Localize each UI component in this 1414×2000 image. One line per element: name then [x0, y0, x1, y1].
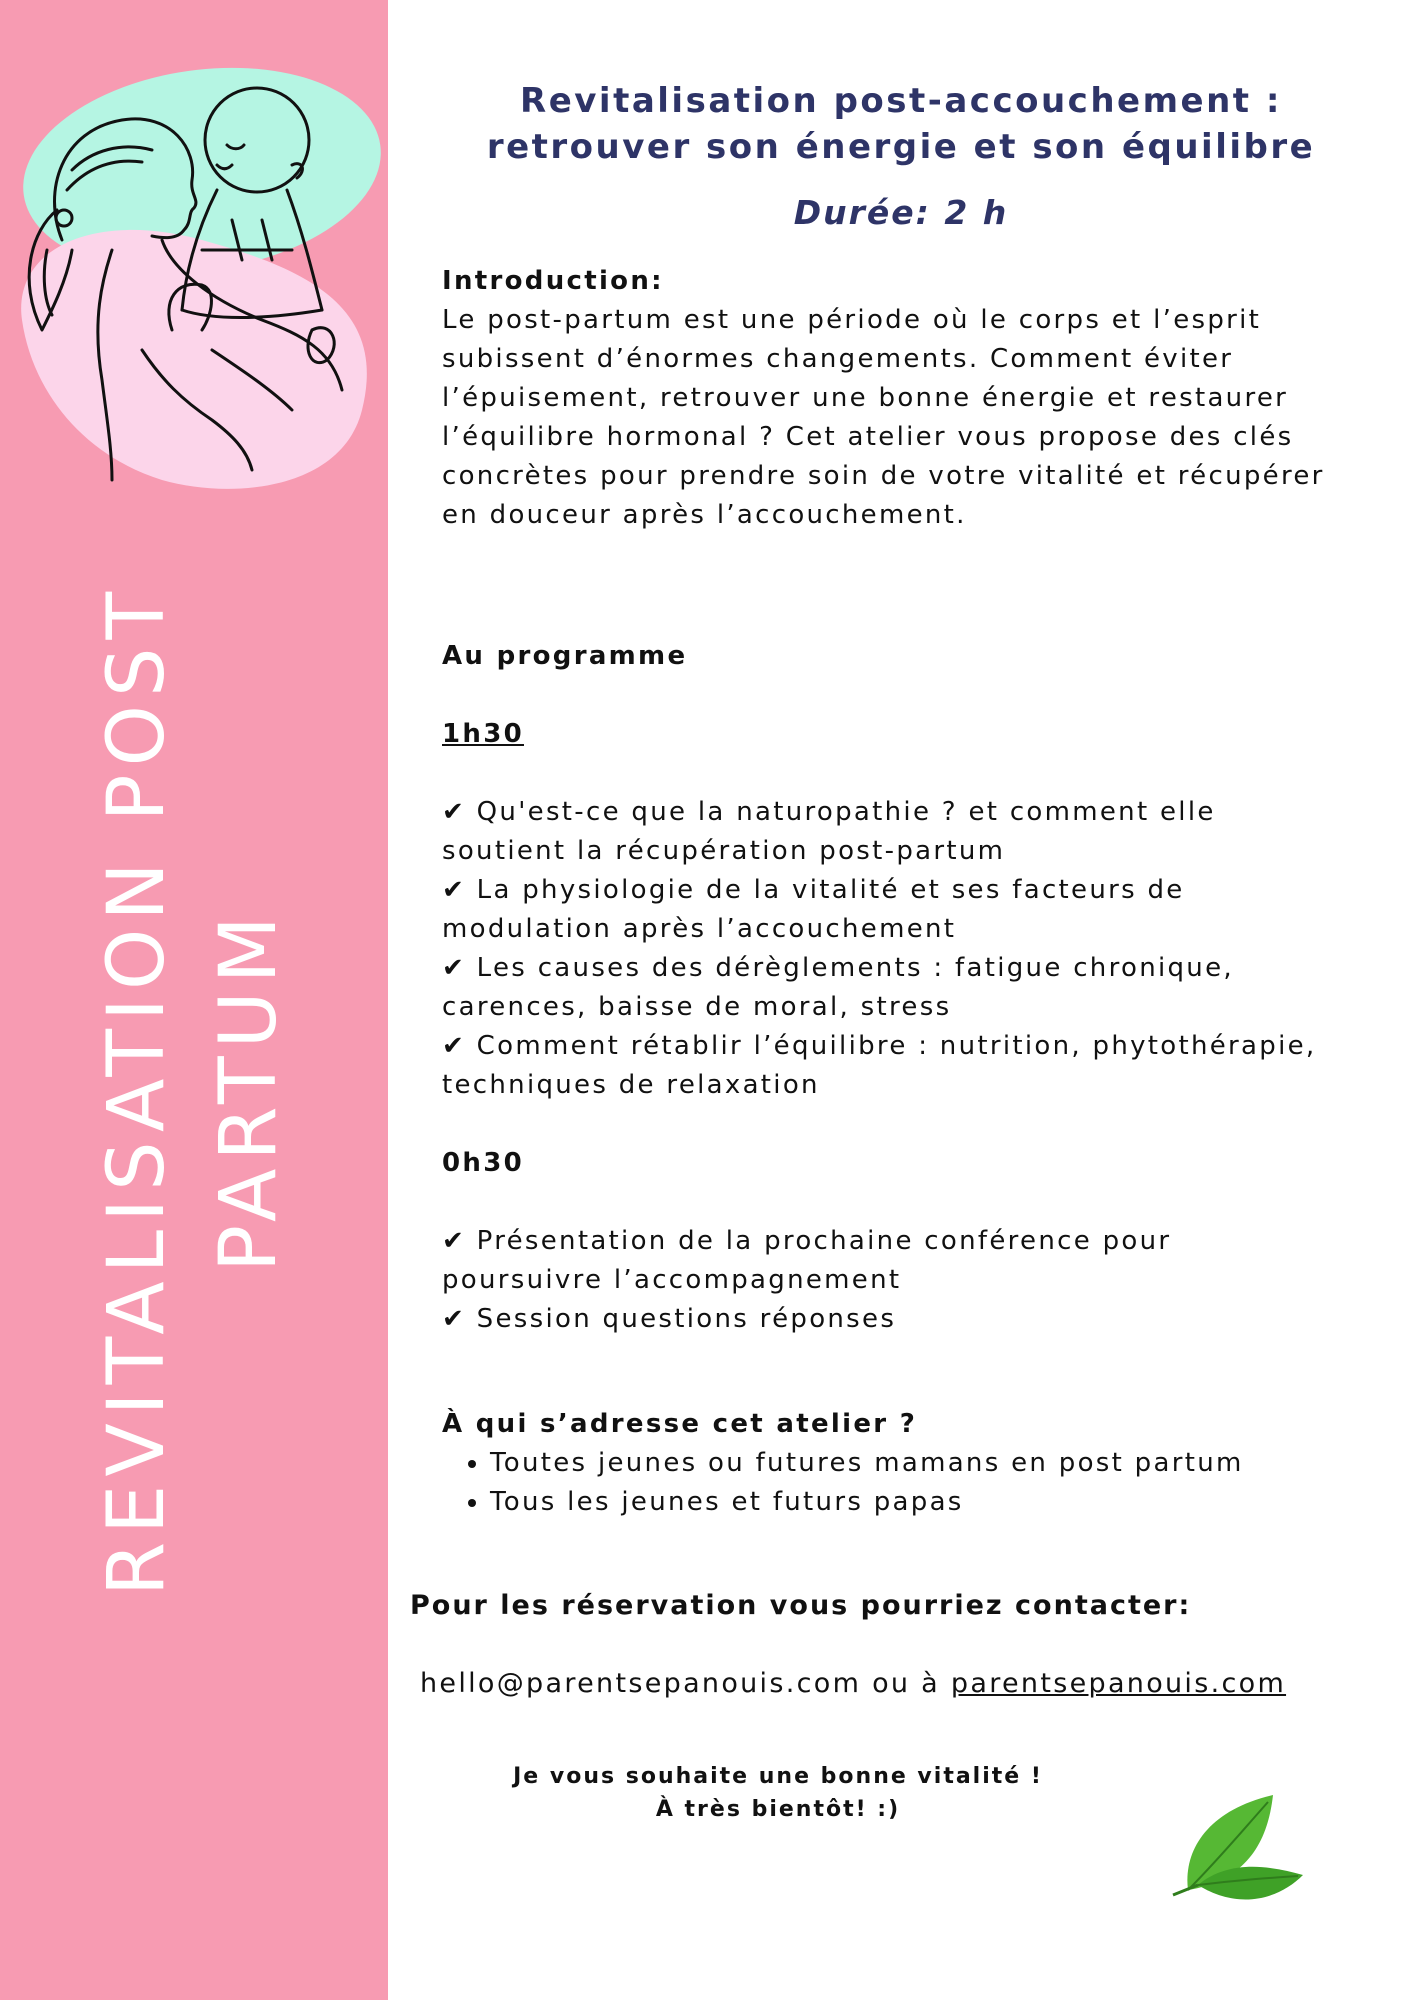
- check-icon: ✔: [442, 953, 467, 983]
- program-item: ✔ Présentation de la prochaine conférence pour poursuivre l’accompagnement: [442, 1226, 1172, 1295]
- check-icon: ✔: [442, 1304, 467, 1334]
- vertical-title-line1: REVITALISATION POST: [92, 583, 182, 1597]
- program-section: [442, 637, 1342, 1339]
- main-content: [388, 0, 1414, 2000]
- program-item: ✔ La physiologie de la vitalité et ses facteurs de modulation après l’accouchement: [442, 875, 1185, 944]
- contact-separator: ou à: [872, 1668, 941, 1699]
- page-title: [428, 78, 1374, 170]
- mother-holding-baby-icon: [12, 50, 382, 500]
- contact-heading: Pour les réservation vous pourriez contacter:: [410, 1590, 1192, 1621]
- list-item: • Tous les jeunes et futurs papas: [490, 1483, 1342, 1522]
- program-time-2: 0h30: [442, 1148, 524, 1178]
- list-item: • Toutes jeunes ou futures mamans en post partum: [490, 1444, 1342, 1483]
- check-icon: ✔: [442, 797, 467, 827]
- program-item: ✔ Comment rétablir l’équilibre : nutrition, phytothérapie, techniques de relaxation: [442, 1031, 1317, 1100]
- audience-heading: À qui s’adresse cet atelier ?: [442, 1409, 918, 1439]
- green-leaf-icon: [1168, 1790, 1308, 1910]
- closing-line1: Je vous souhaite une bonne vitalité !: [513, 1764, 1043, 1789]
- website-link[interactable]: parentsepanouis.com: [950, 1668, 1287, 1699]
- sidebar: [0, 0, 388, 2000]
- program-item: ✔ Les causes des dérèglements : fatigue chronique, carences, baisse de moral, stress: [442, 953, 1234, 1022]
- title-line2: retrouver son énergie et son équilibre: [486, 127, 1316, 167]
- audience-section: [442, 1405, 1342, 1522]
- intro-section: [442, 262, 1342, 535]
- audience-list: [442, 1444, 1342, 1522]
- intro-text: Le post-partum est une période où le corps et l’esprit subissent d’énormes changements. Comment éviter l’épuisement, retrouver une bonne énergie et restaurer l’équilibre hormonal ? Cet atelier vous propose des clés concrètes pour prendre soin de votre vitalité et récupérer en douceur après l’accouchement.: [442, 305, 1325, 530]
- program-heading: Au programme: [442, 641, 688, 671]
- title-line1: Revitalisation post-accouchement :: [520, 81, 1282, 121]
- contact-email[interactable]: hello@parentsepanouis.com: [420, 1668, 862, 1699]
- intro-heading: Introduction:: [442, 266, 664, 296]
- duration-label: Durée: 2 h: [793, 193, 1009, 232]
- check-icon: ✔: [442, 1031, 467, 1061]
- vertical-title-line2: PARTUM: [204, 908, 294, 1272]
- program-item: ✔ Qu'est-ce que la naturopathie ? et comment elle soutient la récupération post-partum: [442, 797, 1216, 866]
- check-icon: ✔: [442, 875, 467, 905]
- contact-line: [420, 1668, 1286, 1699]
- check-icon: ✔: [442, 1226, 467, 1256]
- program-time-1: 1h30: [442, 719, 524, 749]
- closing-line2: À très bientôt! :): [655, 1797, 901, 1822]
- program-item: ✔ Session questions réponses: [442, 1304, 897, 1334]
- vertical-title: [43, 540, 343, 1640]
- closing-message: [478, 1760, 1078, 1826]
